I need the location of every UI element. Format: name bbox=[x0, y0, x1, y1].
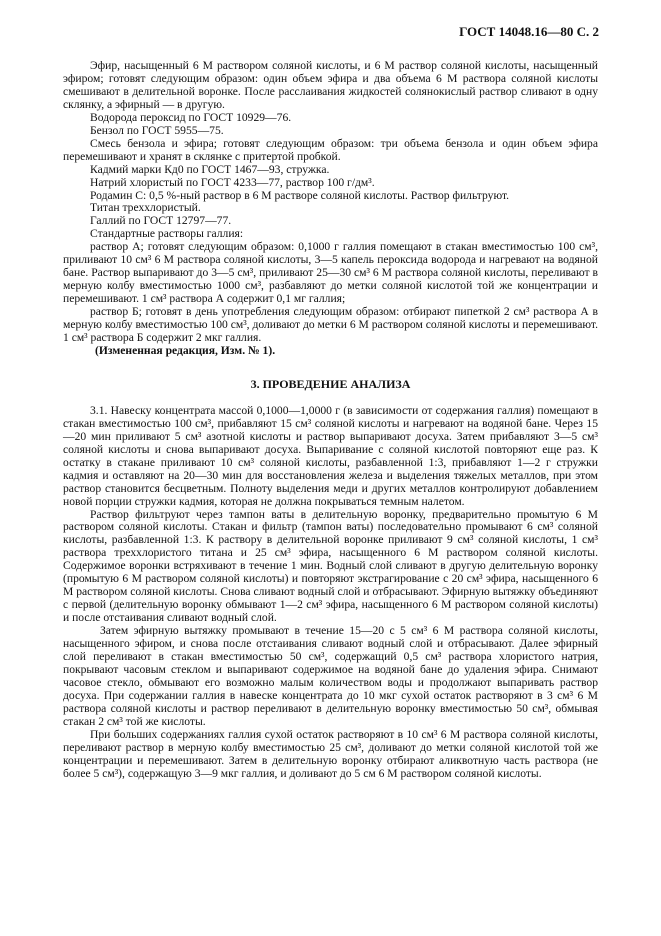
paragraph: Бензол по ГОСТ 5955—75. bbox=[90, 123, 224, 137]
paragraph: раствор А; готовят следующим образом: 0,1000 г галлия помещают в стакан вместимостью 100 см³, приливают 10 см³ 6 М раствора соляной кислоты, 3—5 капель пероксида водорода и нагревают на водяной бане. Раствор выпаривают до 3—5 см³, приливают 25—30 см³ 6 М раствора соляной кислоты, переливают в мерную колбу вместимостью 1000 см³, разбавляют до метки соляной кислотой той же концентрации и перемешивают. 1 см³ раствора А содержит 0,1 мг галлия; bbox=[63, 240, 598, 306]
paragraph: Смесь бензола и эфира; готовят следующим образом: три объема бензола и один объем эфира перемешивают и хранят в склянке с притертой пробкой. bbox=[63, 136, 598, 163]
paragraph: Стандартные растворы галлия: bbox=[90, 227, 244, 241]
paragraph: Затем эфирную вытяжку промывают в течение 15—20 с 5 см³ 6 М раствора соляной кислоты, насыщенного эфиром, и снова после отстаивания сливают водный слой и отбрасывают. Далее эфирный слой переливают в стакан вместимостью 50 см³, содержащий 0,5 см³ раствора хлористого натрия, покрывают часовым стеклом и выпаривают содержимое на водяной бане до удаления эфира. Снимают часовое стекло, обмывают его возможно малым количеством воды и продолжают выпаривать раствор досуха. При содержании галлия в навеске концентрата до 10 мкг сухой остаток растворяют в 3 см³ 6 М раствора соляной кислоты и раствор переливают в делительную воронку вместимостью 50 см³, обмывая стакан 2 см³ той же кислоты. bbox=[63, 624, 598, 728]
paragraph: 3.1. Навеску концентрата массой 0,1000—1,0000 г (в зависимости от содержания галлия) помещают в стакан вместимостью 100 см³, прибавляют 15 см³ соляной кислоты и нагревают на водяной бане. Через 15—20 мин приливают 5 см³ азотной кислоты и раствор выпаривают досуха. Затем прибавляют 3—5 см³ соляной кислоты и снова выпаривают досуха. Выпаривание с соляной кислотой повторяют еще раз. К остатку в стакане приливают 10 см³ соляной кислоты, разбавленной 1:3, прибавляют 1—2 г стружки кадмия и оставляют на 20—30 мин для восстановления железа и выделения тяжелых металлов, при этом раствор становится бесцветным. Полноту выделения меди и других металлов контролируют добавлением новой порции стружки кадмия, которая не должна покрываться темным налетом. bbox=[63, 403, 598, 508]
paragraph: Родамин С: 0,5 %-ный раствор в 6 М растворе соляной кислоты. Раствор фильтруют. bbox=[90, 188, 510, 202]
section-title: 3. ПРОВЕДЕНИЕ АНАЛИЗА bbox=[250, 376, 411, 391]
paragraph: Водорода пероксид по ГОСТ 10929—76. bbox=[90, 110, 292, 124]
document-body bbox=[63, 60, 598, 781]
paragraph: Кадмий марки Кд0 по ГОСТ 1467—93, стружка. bbox=[90, 162, 330, 176]
paragraph: Натрий хлористый по ГОСТ 4233—77, раствор 100 г/дм³. bbox=[90, 175, 375, 189]
paragraph: При больших содержаниях галлия сухой остаток растворяют в 10 см³ 6 М раствора соляной кислоты, переливают раствор в мерную колбу вместимостью 25 см³, доливают до метки соляной кислотой той же концентрации и перемешивают. Затем в делительную воронку отбирают аликвотную часть раствора (не более 5 см³), содержащую 3—9 мкг галлия, и доливают до 5 см 6 М раствором соляной кислоты. bbox=[63, 727, 598, 780]
paragraph: Галлий по ГОСТ 12797—77. bbox=[90, 214, 232, 228]
page-header: ГОСТ 14048.16—80 С. 2 bbox=[459, 24, 599, 39]
paragraph: Раствор фильтруют через тампон ваты в делительную воронку, предварительно промытую 6 М раствором соляной кислоты. Стакан и фильтр (тампон ваты) последовательно промывают 6 см³ соляной кислоты, разбавленной 1:3. К раствору в делительной воронке приливают 9 см³ соляной кислоты, 1 см³ раствора треххлористого титана и 25 см³ эфира, насыщенного 6 М раствором соляной кислоты. Содержимое воронки встряхивают в течение 1 мин. Водный слой сливают в другую делительную воронку (промытую 6 М раствором соляной кислоты) и повторяют экстрагирование с 20 см³ эфира, насыщенного 6 М раствором соляной кислоты. Снова сливают водный слой и отбрасывают. Эфирную вытяжку объединяют с первой (делительную воронку обмывают 1—2 см³ эфира, насыщенного 6 М раствором соляной кислоты) и после отстаивания сливают водный слой. bbox=[63, 507, 598, 625]
amendment-note: (Измененная редакция, Изм. № 1). bbox=[95, 343, 276, 357]
paragraph: Эфир, насыщенный 6 М раствором соляной кислоты, и 6 М раствор соляной кислоты, насыщенный эфиром; готовят следующим образом: один объем эфира и два объема 6 М раствора соляной кислоты смешивают в делительной воронке. После расслаивания жидкостей солянокислый раствор сливают в одну склянку, а эфирный — в другую. bbox=[63, 59, 598, 111]
paragraph: Титан треххлористый. bbox=[90, 201, 201, 215]
paragraph: раствор Б; готовят в день употребления следующим образом: отбирают пипеткой 2 см³ раствора А в мерную колбу вместимостью 100 см³, доливают до метки 6 М раствором соляной кислоты и перемешивают. 1 см³ раствора Б содержит 2 мкг галлия. bbox=[63, 305, 598, 345]
